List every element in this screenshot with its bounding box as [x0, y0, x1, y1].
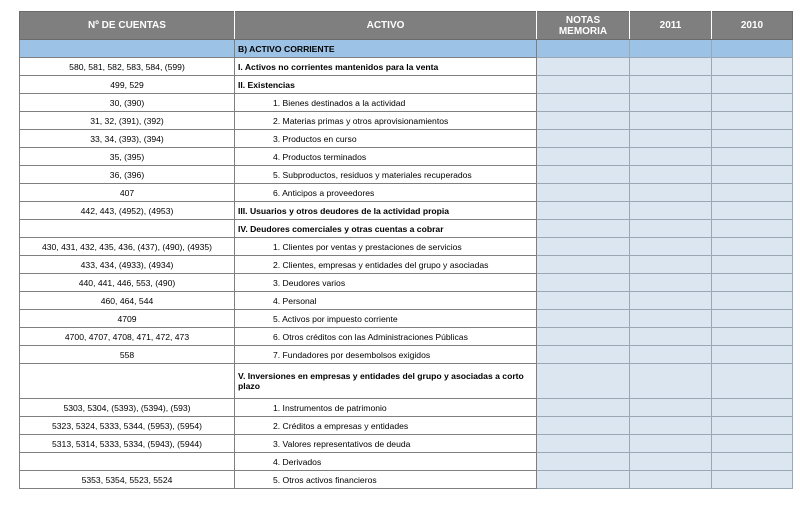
activo-label: 6. Anticipos a proveedores	[235, 184, 537, 202]
value-2010-cell[interactable]	[712, 94, 793, 112]
notas-memoria-cell[interactable]	[537, 94, 630, 112]
table-row	[20, 238, 793, 256]
notas-memoria-cell[interactable]	[537, 130, 630, 148]
table-row	[20, 399, 793, 417]
notas-memoria-cell[interactable]	[537, 112, 630, 130]
value-2010-cell[interactable]	[712, 58, 793, 76]
value-2011-cell[interactable]	[630, 94, 712, 112]
value-2011-cell[interactable]	[630, 417, 712, 435]
table-row	[20, 202, 793, 220]
notas-memoria-cell[interactable]	[537, 453, 630, 471]
table-row	[20, 130, 793, 148]
activo-label: 6. Otros créditos con las Administraciones Públicas	[235, 328, 537, 346]
activo-label: 4. Derivados	[235, 453, 537, 471]
activo-label: 3. Productos en curso	[235, 130, 537, 148]
activo-label: I. Activos no corrientes mantenidos para la venta	[235, 58, 537, 76]
value-2011-cell[interactable]	[630, 292, 712, 310]
value-2010-cell[interactable]	[712, 112, 793, 130]
notas-memoria-cell[interactable]	[537, 40, 630, 58]
value-2011-cell[interactable]	[630, 453, 712, 471]
value-2010-cell[interactable]	[712, 148, 793, 166]
notas-memoria-cell[interactable]	[537, 310, 630, 328]
activo-label: 1. Instrumentos de patrimonio	[235, 399, 537, 417]
value-2011-cell[interactable]	[630, 220, 712, 238]
notas-memoria-cell[interactable]	[537, 399, 630, 417]
table-row	[20, 256, 793, 274]
header-notas: NOTAS	[565, 14, 601, 26]
activo-label: 1. Bienes destinados a la actividad	[235, 94, 537, 112]
value-2010-cell[interactable]	[712, 256, 793, 274]
table-row	[20, 184, 793, 202]
notas-memoria-cell[interactable]	[537, 184, 630, 202]
activo-label: 4. Productos terminados	[235, 148, 537, 166]
account-numbers: 442, 443, (4952), (4953)	[20, 202, 235, 220]
table-row	[20, 220, 793, 238]
account-numbers: 5313, 5314, 5333, 5334, (5943), (5944)	[20, 435, 235, 453]
value-2011-cell[interactable]	[630, 346, 712, 364]
value-2011-cell[interactable]	[630, 148, 712, 166]
header-row	[20, 12, 793, 40]
account-numbers: 4709	[20, 310, 235, 328]
activo-label: 3. Deudores varios	[235, 274, 537, 292]
table-row	[20, 94, 793, 112]
activo-corriente-table	[19, 11, 793, 489]
account-numbers: 5353, 5354, 5523, 5524	[20, 471, 235, 489]
table-row	[20, 417, 793, 435]
account-numbers: 30, (390)	[20, 94, 235, 112]
activo-label: 2. Clientes, empresas y entidades del grupo y asociadas	[235, 256, 537, 274]
notas-memoria-cell[interactable]	[537, 274, 630, 292]
table-row	[20, 328, 793, 346]
value-2011-cell[interactable]	[630, 202, 712, 220]
value-2010-cell[interactable]	[712, 274, 793, 292]
value-2011-cell[interactable]	[630, 328, 712, 346]
account-numbers: 33, 34, (393), (394)	[20, 130, 235, 148]
notas-memoria-cell[interactable]	[537, 471, 630, 489]
value-2011-cell[interactable]	[630, 435, 712, 453]
value-2011-cell[interactable]	[630, 256, 712, 274]
value-2011-cell[interactable]	[630, 112, 712, 130]
account-numbers: 31, 32, (391), (392)	[20, 112, 235, 130]
value-2010-cell[interactable]	[712, 130, 793, 148]
value-2011-cell[interactable]	[630, 274, 712, 292]
notas-memoria-cell[interactable]	[537, 292, 630, 310]
value-2010-cell[interactable]	[712, 310, 793, 328]
value-2011-cell[interactable]	[630, 364, 712, 399]
activo-label: B) ACTIVO CORRIENTE	[235, 40, 537, 58]
table-row	[20, 58, 793, 76]
activo-label: 5. Subproductos, residuos y materiales recuperados	[235, 166, 537, 184]
account-numbers: 433, 434, (4933), (4934)	[20, 256, 235, 274]
header-activo: ACTIVO	[235, 12, 537, 40]
balance-sheet	[19, 11, 792, 489]
header-memoria: MEMORIA	[558, 25, 608, 37]
value-2010-cell[interactable]	[712, 40, 793, 58]
table-row	[20, 453, 793, 471]
account-numbers: 430, 431, 432, 435, 436, (437), (490), (4935)	[20, 238, 235, 256]
value-2010-cell[interactable]	[712, 238, 793, 256]
value-2011-cell[interactable]	[630, 399, 712, 417]
activo-label: 1. Clientes por ventas y prestaciones de servicios	[235, 238, 537, 256]
notas-memoria-cell[interactable]	[537, 417, 630, 435]
table-row	[20, 364, 793, 399]
value-2011-cell[interactable]	[630, 40, 712, 58]
value-2010-cell[interactable]	[712, 292, 793, 310]
value-2011-cell[interactable]	[630, 58, 712, 76]
value-2010-cell[interactable]	[712, 220, 793, 238]
account-numbers	[20, 453, 235, 471]
activo-label: IV. Deudores comerciales y otras cuentas a cobrar	[235, 220, 537, 238]
value-2010-cell[interactable]	[712, 76, 793, 94]
value-2010-cell[interactable]	[712, 399, 793, 417]
value-2011-cell[interactable]	[630, 130, 712, 148]
notas-memoria-cell[interactable]	[537, 76, 630, 94]
header-year-2010: 2010	[712, 12, 793, 40]
activo-label: III. Usuarios y otros deudores de la actividad propia	[235, 202, 537, 220]
account-numbers: 4700, 4707, 4708, 471, 472, 473	[20, 328, 235, 346]
table-row	[20, 40, 793, 58]
notas-memoria-cell[interactable]	[537, 58, 630, 76]
value-2011-cell[interactable]	[630, 310, 712, 328]
activo-label: 4. Personal	[235, 292, 537, 310]
account-numbers: 558	[20, 346, 235, 364]
account-numbers: 35, (395)	[20, 148, 235, 166]
activo-label: 5. Otros activos financieros	[235, 471, 537, 489]
activo-label: II. Existencias	[235, 76, 537, 94]
table-row	[20, 471, 793, 489]
table-row	[20, 166, 793, 184]
activo-label: 2. Créditos a empresas y entidades	[235, 417, 537, 435]
table-row	[20, 112, 793, 130]
account-numbers: 5323, 5324, 5333, 5344, (5953), (5954)	[20, 417, 235, 435]
activo-label: 2. Materias primas y otros aprovisionamientos	[235, 112, 537, 130]
table-row	[20, 310, 793, 328]
notas-memoria-cell[interactable]	[537, 220, 630, 238]
notas-memoria-cell[interactable]	[537, 328, 630, 346]
activo-label: V. Inversiones en empresas y entidades del grupo y asociadas a corto plazo	[235, 364, 537, 399]
account-numbers	[20, 364, 235, 399]
table-row	[20, 292, 793, 310]
account-numbers: 407	[20, 184, 235, 202]
notas-memoria-cell[interactable]	[537, 256, 630, 274]
table-row	[20, 274, 793, 292]
value-2011-cell[interactable]	[630, 76, 712, 94]
account-numbers: 36, (396)	[20, 166, 235, 184]
value-2010-cell[interactable]	[712, 471, 793, 489]
notas-memoria-cell[interactable]	[537, 202, 630, 220]
value-2010-cell[interactable]	[712, 417, 793, 435]
notas-memoria-cell[interactable]	[537, 364, 630, 399]
activo-label: 7. Fundadores por desembolsos exigidos	[235, 346, 537, 364]
value-2010-cell[interactable]	[712, 166, 793, 184]
value-2010-cell[interactable]	[712, 184, 793, 202]
header-cuentas: Nº DE CUENTAS	[20, 12, 235, 40]
account-numbers: 440, 441, 446, 553, (490)	[20, 274, 235, 292]
value-2011-cell[interactable]	[630, 471, 712, 489]
notas-memoria-cell[interactable]	[537, 166, 630, 184]
notas-memoria-cell[interactable]	[537, 148, 630, 166]
notas-memoria-cell[interactable]	[537, 435, 630, 453]
account-numbers: 5303, 5304, (5393), (5394), (593)	[20, 399, 235, 417]
table-row	[20, 435, 793, 453]
table-row	[20, 76, 793, 94]
value-2010-cell[interactable]	[712, 453, 793, 471]
value-2010-cell[interactable]	[712, 364, 793, 399]
value-2011-cell[interactable]	[630, 238, 712, 256]
value-2010-cell[interactable]	[712, 346, 793, 364]
header-notas-memoria	[537, 12, 630, 40]
account-numbers: 460, 464, 544	[20, 292, 235, 310]
table-row	[20, 346, 793, 364]
value-2011-cell[interactable]	[630, 166, 712, 184]
account-numbers	[20, 40, 235, 58]
activo-label: 3. Valores representativos de deuda	[235, 435, 537, 453]
account-numbers	[20, 220, 235, 238]
activo-label: 5. Activos por impuesto corriente	[235, 310, 537, 328]
notas-memoria-cell[interactable]	[537, 346, 630, 364]
notas-memoria-cell[interactable]	[537, 238, 630, 256]
table-row	[20, 148, 793, 166]
account-numbers: 499, 529	[20, 76, 235, 94]
account-numbers: 580, 581, 582, 583, 584, (599)	[20, 58, 235, 76]
value-2011-cell[interactable]	[630, 184, 712, 202]
value-2010-cell[interactable]	[712, 435, 793, 453]
value-2010-cell[interactable]	[712, 328, 793, 346]
value-2010-cell[interactable]	[712, 202, 793, 220]
header-year-2011: 2011	[630, 12, 712, 40]
